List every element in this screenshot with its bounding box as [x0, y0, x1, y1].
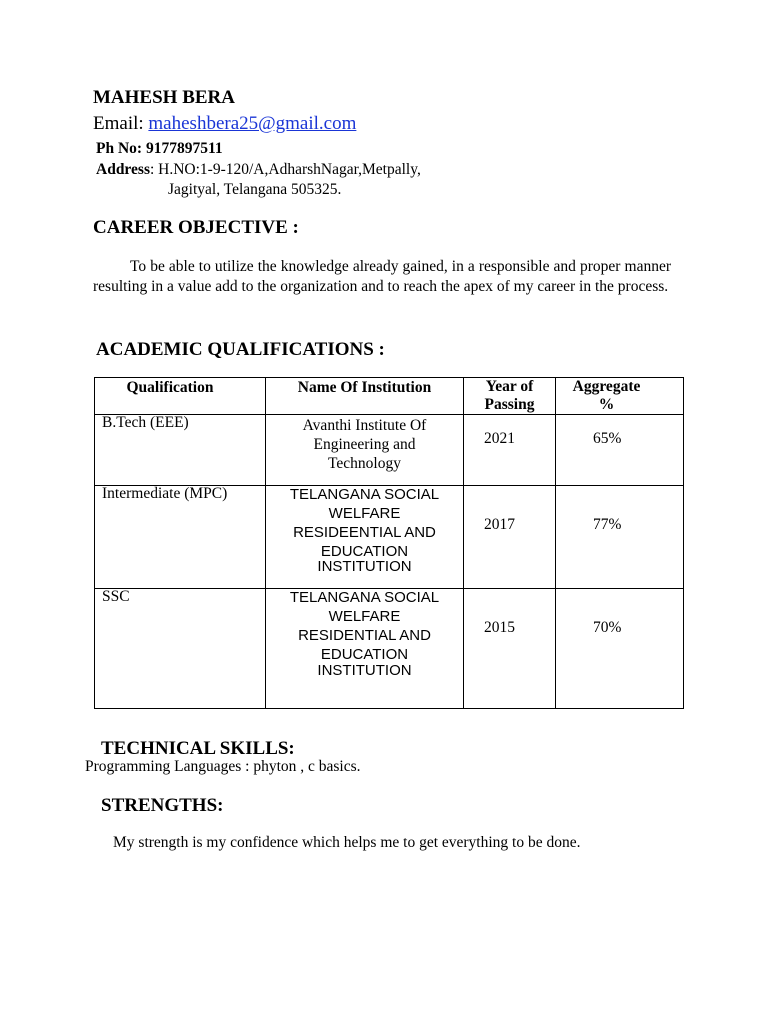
- row1-institution-line3: Technology: [328, 455, 401, 472]
- col-header-aggregate-line2: %: [598, 396, 615, 413]
- row3-year: 2015: [484, 619, 515, 636]
- email-label: Email:: [93, 113, 149, 134]
- col-header-aggregate-line1: Aggregate: [572, 378, 641, 395]
- row3-aggregate: 70%: [593, 619, 622, 636]
- table-divider-col2: [463, 377, 464, 709]
- row2-year: 2017: [484, 516, 515, 533]
- col-header-year-line1: Year of: [485, 378, 534, 395]
- table-border-bottom: [94, 708, 684, 709]
- strengths-heading: STRENGTHS:: [101, 795, 224, 816]
- table-border-left: [94, 377, 95, 709]
- row3-institution-line2: WELFARE: [328, 608, 401, 625]
- academic-heading: ACADEMIC QUALIFICATIONS :: [96, 339, 385, 360]
- row2-qualification: Intermediate (MPC): [102, 485, 228, 502]
- row1-year: 2021: [484, 430, 515, 447]
- row1-institution-line2: Engineering and: [313, 436, 416, 453]
- qualifications-table: [94, 377, 684, 709]
- table-border-right: [683, 377, 684, 709]
- row3-qualification: SSC: [102, 588, 130, 605]
- col-header-institution: Name Of Institution: [297, 379, 432, 396]
- row1-qualification: B.Tech (EEE): [102, 414, 189, 431]
- career-objective-text: To be able to utilize the knowledge already gained, in a responsible and proper manner resulting in a value add to the organization and to reach the apex of my career in the process.: [93, 258, 671, 295]
- col-header-year-line2: Passing: [484, 396, 535, 413]
- row2-institution-line2: WELFARE: [328, 505, 401, 522]
- col-header-qualification: Qualification: [126, 379, 214, 396]
- candidate-name: MAHESH BERA: [93, 87, 235, 108]
- row1-institution-line1: Avanthi Institute Of: [302, 417, 427, 434]
- email-link[interactable]: maheshbera25@gmail.com: [148, 113, 357, 134]
- row3-institution-line5: INSTITUTION: [317, 662, 412, 679]
- row3-institution-line3: RESIDENTIAL AND: [298, 627, 431, 644]
- row2-institution: [266, 485, 463, 576]
- row2-aggregate: 77%: [593, 516, 622, 533]
- address-line-1: : H.NO:1-9-120/A,AdharshNagar,Metpally,: [149, 161, 421, 178]
- address-line-2: Jagityal, Telangana 505325.: [168, 181, 342, 198]
- strengths-text: My strength is my confidence which helps me to get everything to be done.: [113, 834, 581, 851]
- row3-institution-line4: EDUCATION: [320, 646, 409, 663]
- technical-skills-text: Programming Languages : phyton , c basics.: [85, 758, 361, 775]
- phone-row: [96, 140, 223, 158]
- phone-label: Ph No:: [96, 140, 146, 157]
- address-label: Address: [96, 161, 150, 178]
- row3-institution: [266, 588, 463, 680]
- career-objective-heading: CAREER OBJECTIVE :: [93, 217, 299, 238]
- email-row: [93, 113, 356, 135]
- col-header-year: [464, 378, 555, 414]
- phone-number: 9177897511: [145, 140, 223, 157]
- row2-institution-line3: RESIDEENTIAL AND: [293, 524, 436, 541]
- technical-skills-heading: TECHNICAL SKILLS:: [101, 738, 295, 759]
- row3-institution-line1: TELANGANA SOCIAL: [289, 589, 440, 606]
- col-header-aggregate: [556, 378, 657, 414]
- row2-institution-line1: TELANGANA SOCIAL: [289, 486, 440, 503]
- row2-institution-line5: INSTITUTION: [317, 558, 412, 575]
- table-divider-col3: [555, 377, 556, 709]
- row1-aggregate: 65%: [593, 430, 622, 447]
- address-row: [96, 161, 421, 179]
- row1-institution: [266, 416, 463, 473]
- row2-institution-line4: EDUCATION: [320, 543, 409, 560]
